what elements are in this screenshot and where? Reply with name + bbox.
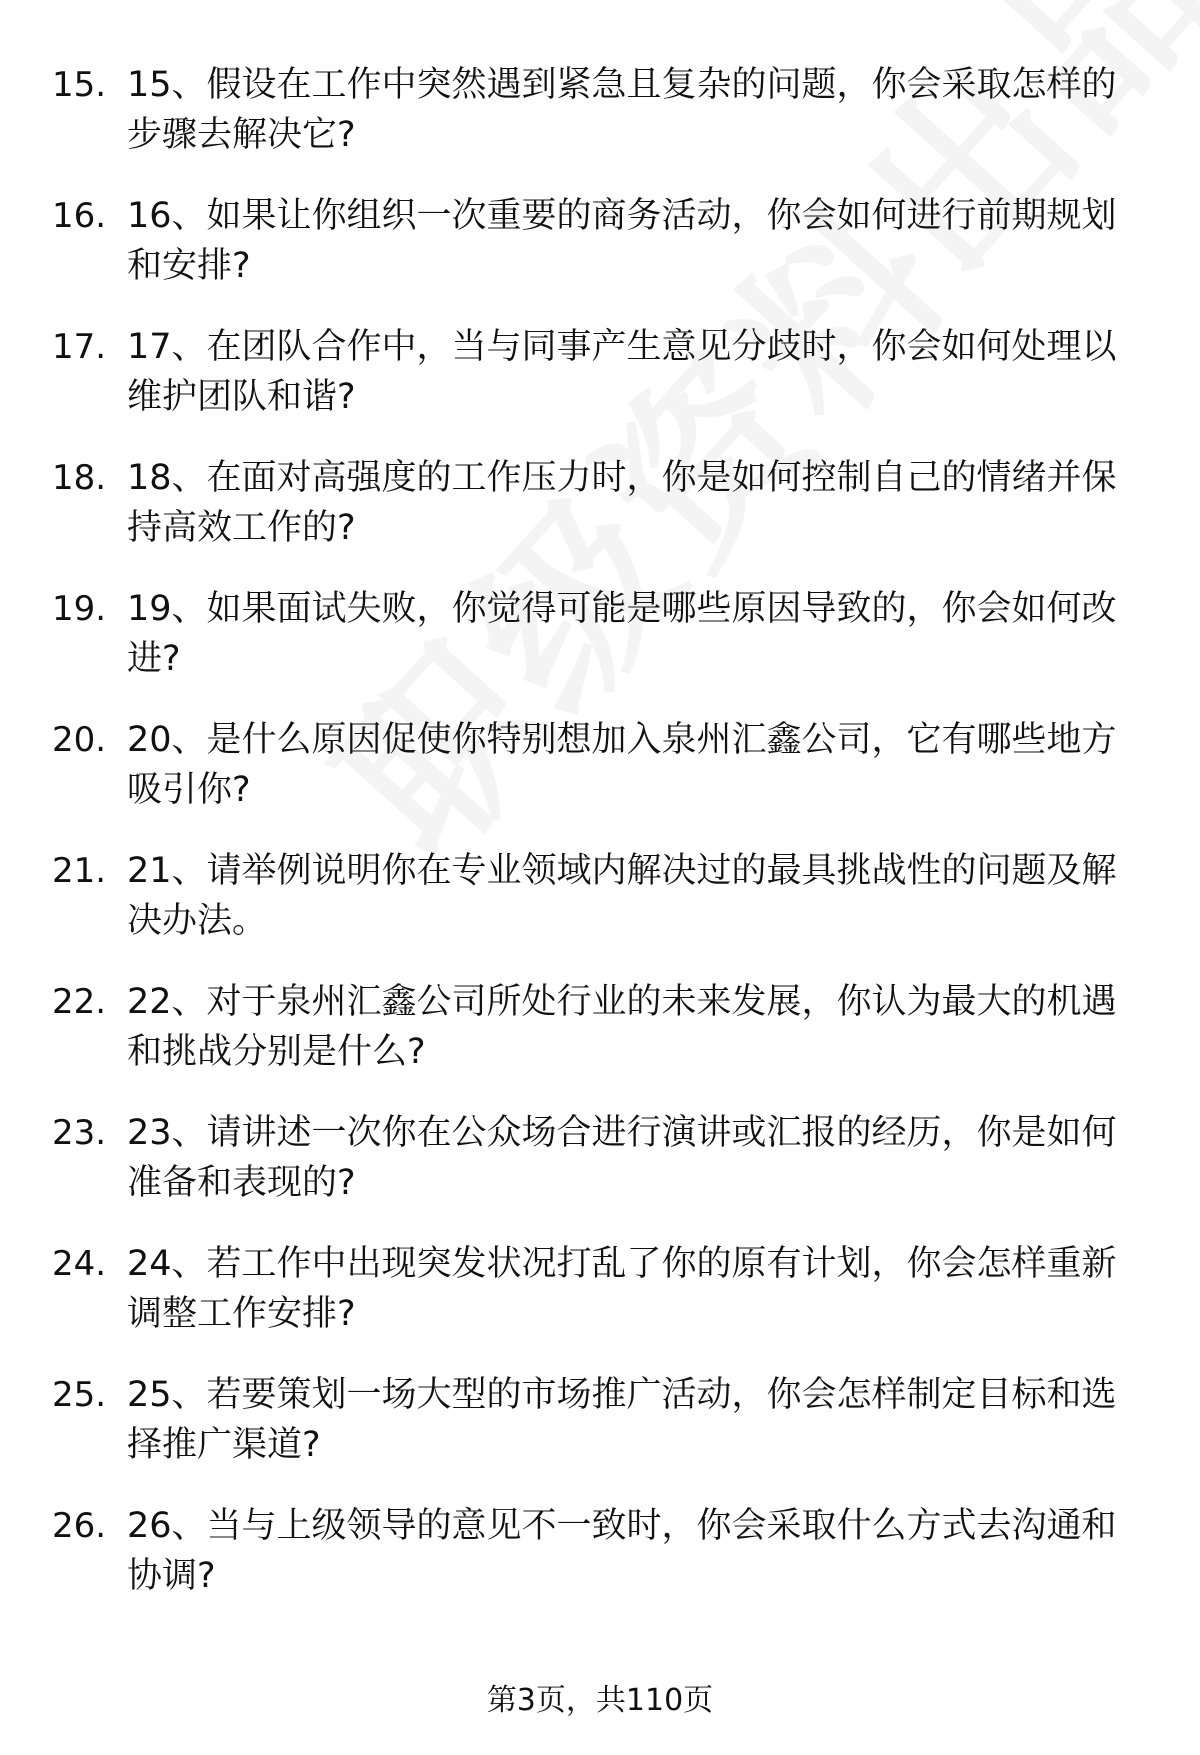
list-item [0,1108,1200,1239]
list-item [0,977,1200,1108]
question-number: 21. [52,851,107,891]
question-list [0,60,1200,1632]
question-text: 22、对于泉州汇鑫公司所处行业的未来发展，你认为最大的机遇和挑战分别是什么? [127,982,1117,1072]
list-item [0,453,1200,584]
question-number: 20. [52,720,107,760]
list-item [0,1501,1200,1632]
question-text: 19、如果面试失败，你觉得可能是哪些原因导致的，你会如何改进? [127,589,1117,679]
question-text: 24、若工作中出现突发状况打乱了你的原有计划，你会怎样重新调整工作安排? [127,1244,1117,1334]
question-text: 17、在团队合作中，当与同事产生意见分歧时，你会如何处理以维护团队和谐? [127,327,1117,417]
question-text: 21、请举例说明你在专业领域内解决过的最具挑战性的问题及解决办法。 [127,851,1117,941]
list-item [0,1370,1200,1501]
page-footer: 第3页，共110页 [486,1683,714,1718]
list-item [0,1239,1200,1370]
question-number: 23. [52,1113,107,1153]
list-item [0,60,1200,191]
list-item [0,846,1200,977]
question-number: 16. [52,196,107,236]
question-text: 25、若要策划一场大型的市场推广活动，你会怎样制定目标和选择推广渠道? [127,1375,1117,1465]
question-number: 19. [52,589,107,629]
question-text: 26、当与上级领导的意见不一致时，你会采取什么方式去沟通和协调? [127,1506,1117,1596]
question-text: 16、如果让你组织一次重要的商务活动，你会如何进行前期规划和安排? [127,196,1117,286]
question-number: 25. [52,1375,107,1415]
question-number: 24. [52,1244,107,1284]
list-item [0,191,1200,322]
question-text: 23、请讲述一次你在公众场合进行演讲或汇报的经历，你是如何准备和表现的? [127,1113,1117,1203]
question-text: 18、在面对高强度的工作压力时，你是如何控制自己的情绪并保持高效工作的? [127,458,1117,548]
question-number: 18. [52,458,107,498]
list-item [0,715,1200,846]
list-item [0,322,1200,453]
question-number: 17. [52,327,107,367]
question-number: 26. [52,1506,107,1546]
question-number: 15. [52,65,107,105]
question-text: 20、是什么原因促使你特别想加入泉州汇鑫公司，它有哪些地方吸引你? [127,720,1117,810]
list-item [0,584,1200,715]
question-text: 15、假设在工作中突然遇到紧急且复杂的问题，你会采取怎样的步骤去解决它? [127,65,1117,155]
question-number: 22. [52,982,107,1022]
